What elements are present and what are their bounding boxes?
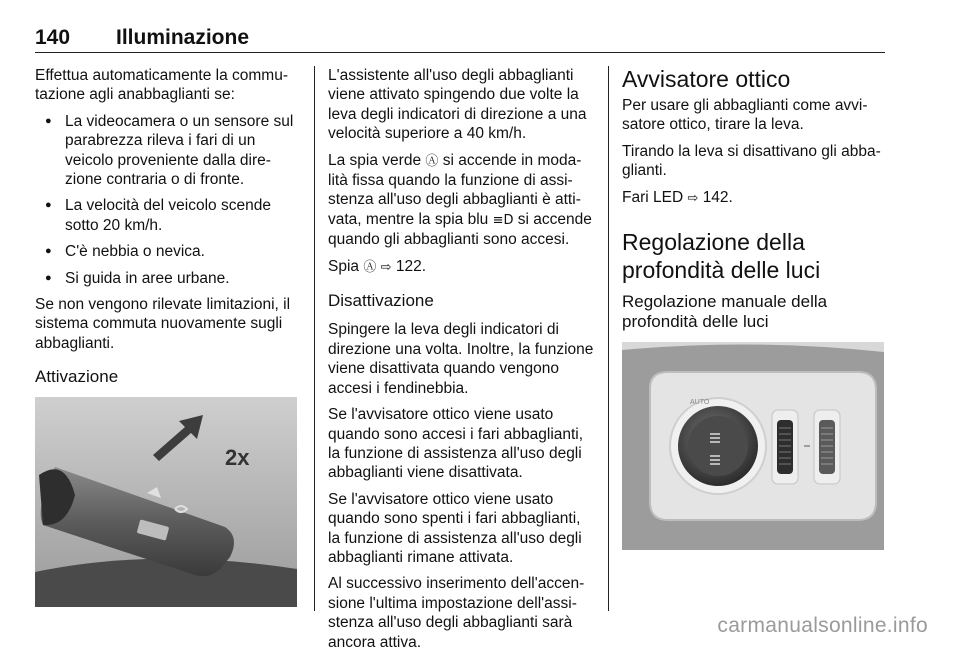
column-divider <box>608 66 609 611</box>
turn-signal-lever-illustration <box>35 397 297 607</box>
body-text: La spia verde Ⓐ si accende in modalità fissa quando la funzione di assistenza all'uso degli abbaglianti è attivata, mentre la spia blu ≡D si accende quando gli abbaglianti sono accesi. <box>328 151 592 249</box>
body-text: Spingere la leva degli indicatori di direzione una volta. Inoltre, la funzione viene disattivata quando vengono accesi i fendinebbia. <box>328 321 594 397</box>
subsection-heading: Regolazione manuale della profondità delle luci <box>622 292 828 332</box>
watermark: carmanualsonline.info <box>717 614 928 637</box>
list-item: ● La videocamera o un sensore sul parabrezza rileva i fari di un veicolo proveniente dalla direzione contraria o di fronte. <box>35 112 301 190</box>
highbeam-assist-icon: Ⓐ <box>363 259 377 275</box>
body-text: Se l'avvisatore ottico viene usato quando sono spenti i fari abbaglianti, la funzione di assistenza all'uso degli abbaglianti rimane attivata. <box>328 490 582 566</box>
body-text: Se l'avvisatore ottico viene usato quando sono accesi i fari abbaglianti, la funzione di assistenza all'uso degli abbaglianti viene disattivata. <box>328 406 584 482</box>
highbeam-assist-icon: Ⓐ <box>425 153 439 169</box>
list-item: ● C'è nebbia o nevica. <box>35 242 301 261</box>
section-heading-avvisatore-ottico: Avvisatore ottico <box>622 66 791 92</box>
column-1 <box>35 66 301 607</box>
reference-arrow-icon: ⇨ <box>687 190 699 206</box>
page-number: 140 <box>35 26 71 49</box>
reference-arrow-icon: ⇨ <box>380 259 392 275</box>
cross-reference: Spia Ⓐ ⇨ 122. <box>328 257 427 275</box>
knob-label-auto: AUTO <box>690 399 710 407</box>
headlight-range-control-illustration <box>622 342 884 550</box>
body-text: Al successivo inserimento dell'accensione l'ultima impostazione dell'assistenza all'uso degli abbaglianti sarà ancora attiva. <box>328 575 585 651</box>
section-heading-attivazione: Attivazione <box>35 367 119 387</box>
section-heading-disattivazione: Disattivazione <box>328 291 434 311</box>
figure-label-2x: 2x <box>225 444 250 470</box>
body-text: L'assistente all'uso degli abbaglianti viene attivato spingendo due volte la leva degli indicatori di direzione a una velocità superiore a 40 km/h. <box>328 67 587 143</box>
column-2 <box>328 66 596 659</box>
body-text: Tirando la leva si disattivano gli abbaglianti. <box>622 142 881 180</box>
chapter-title: Illuminazione <box>116 26 250 49</box>
condition-list <box>35 112 301 288</box>
page-header <box>35 26 885 53</box>
body-text: Se non vengono rilevate limitazioni, il sistema commuta nuovamente sugli abbaglianti. <box>35 296 291 352</box>
body-text: Per usare gli abbaglianti come avvisatore ottico, tirare la leva. <box>622 97 868 134</box>
column-3 <box>622 66 887 550</box>
column-divider <box>314 66 315 611</box>
list-item: ● Si guida in aree urbane. <box>35 269 301 288</box>
list-item: ● La velocità del veicolo scende sotto 20 km/h. <box>35 196 301 235</box>
highbeam-icon: ≡D <box>492 212 514 228</box>
cross-reference: Fari LED ⇨ 142. <box>622 188 733 206</box>
intro-text: Effettua automaticamente la commutazione agli anabbaglianti se: <box>35 67 289 104</box>
section-heading-regolazione: Regolazione della profondità delle luci <box>622 229 821 284</box>
